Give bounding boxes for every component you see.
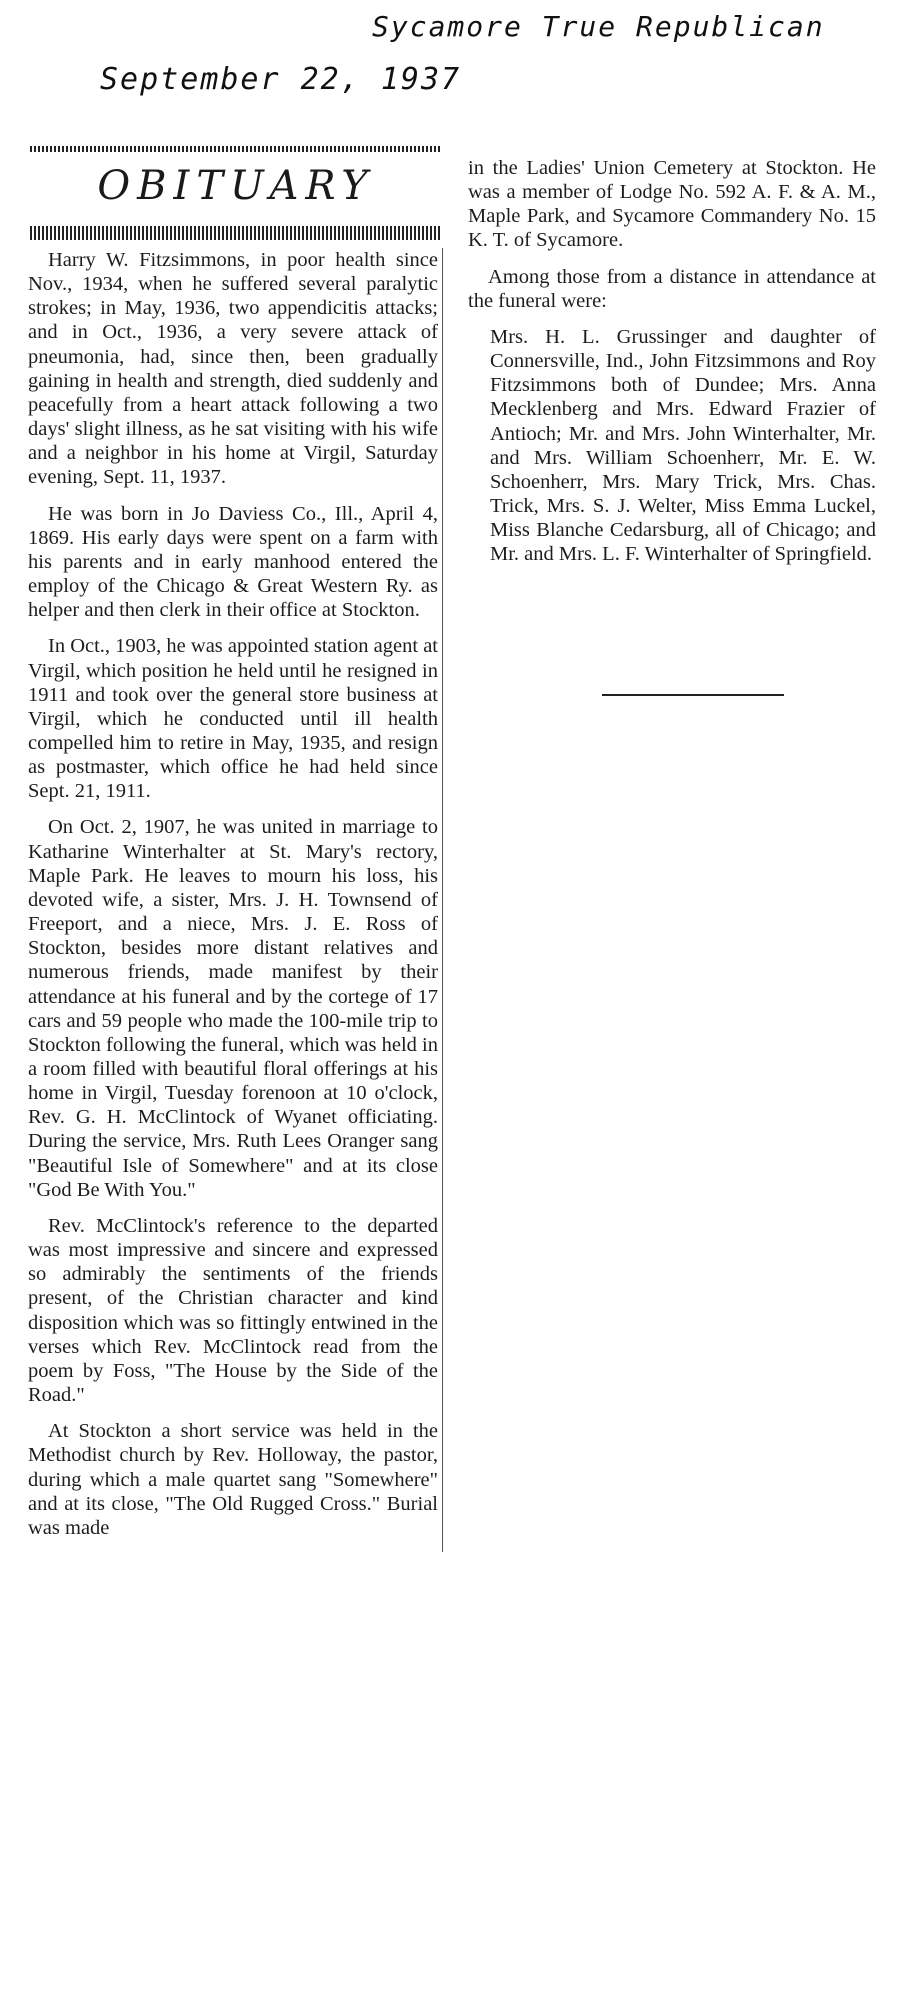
article-column-right bbox=[468, 156, 876, 579]
paragraph-attendance-intro: Among those from a distance in attendance at the funeral were: bbox=[468, 265, 876, 312]
paragraph-early-life: He was born in Jo Daviess Co., Ill., April 4, 1869. His early days were spent on a farm with his parents and in early manhood entered the employ of the Chicago & Great Western Ry. as helper and then clerk in their office at Stockton. bbox=[28, 502, 438, 622]
paragraph-burial-continuation: in the Ladies' Union Cemetery at Stockton. He was a member of Lodge No. 592 A. F. & A. M., Maple Park, and Sycamore Commandery No. 15 K. T. of Sycamore. bbox=[468, 157, 876, 252]
handwritten-newspaper-name: Sycamore True Republican bbox=[372, 10, 825, 43]
handwritten-date: September 22, 1937 bbox=[100, 62, 462, 97]
paragraph-eulogy: Rev. McClintock's reference to the departed was most impressive and sincere and expressed so admirably the sentiments of the friends present, of the Christian character and kind disposition which was so fittingly entwined in the verses which Rev. McClintock read from the poem by Foss, "The House by the Side of the Road." bbox=[28, 1214, 438, 1407]
decorative-rule-under-heading bbox=[30, 226, 442, 240]
paragraph-stockton-service: At Stockton a short service was held in the Methodist church by Rev. Holloway, the pastor, during which a male quartet sang "Somewhere" and at its close, "The Old Rugged Cross." Burial was made bbox=[28, 1420, 438, 1539]
paragraph-marriage-and-funeral: On Oct. 2, 1907, he was united in marriage to Katharine Winterhalter at St. Mary's rectory, Maple Park. He leaves to mourn his loss, his devoted wife, a sister, Mrs. J. H. Townsend of Freeport, and a niece, Mrs. J. E. Ross of Stockton, besides more distant relatives and numerous friends, made manifest by their attendance at his funeral and by the cortege of 17 cars and 59 people who made the 100-mile trip to Stockton following the funeral, which was held in a room filled with beautiful floral offerings at his home in Virgil, Tuesday forenoon at 10 o'clock, Rev. G. H. McClintock of Wyanet officiating. During the service, Mrs. Ruth Lees Oranger sang "Beautiful Isle of Somewhere" and at its close "God Be With You." bbox=[28, 816, 438, 1201]
paragraph-career: In Oct., 1903, he was appointed station agent at Virgil, which position he held until he resigned in 1911 and took over the general store business at Virgil, which he conducted until ill health compelled him to retire in May, 1935, and resign as postmaster, which office he had held since Sept. 21, 1911. bbox=[28, 635, 438, 803]
closing-rule bbox=[602, 694, 784, 696]
obituary-heading: OBITUARY bbox=[97, 163, 375, 209]
article-column-left bbox=[28, 248, 443, 1552]
decorative-rule-top bbox=[30, 146, 442, 152]
paragraph-attendee-list: Mrs. H. L. Grussinger and daughter of Connersville, Ind., John Fitzsimmons and Roy Fitzsimmons both of Dundee; Mrs. Anna Mecklenberg and Mrs. Edward Frazier of Antioch; Mr. and Mrs. John Winterhalter, Mr. and Mrs. William Schoenherr, Mr. E. W. Schoenherr, Mrs. Mary Trick, Mrs. Chas. Trick, Mrs. S. J. Welter, Miss Emma Luckel, Miss Blanche Cedarsburg, all of Chicago; and Mr. and Mrs. L. F. Winterhalter of Springfield. bbox=[490, 325, 876, 566]
paragraph-death-notice: Harry W. Fitzsimmons, in poor health since Nov., 1934, when he suffered several paralytic strokes; in May, 1936, two appendicitis attacks; and in Oct., 1936, a very severe attack of pneumonia, had, since then, been gradually gaining in health and strength, died suddenly and peacefully from a heart attack following a two days' slight illness, as he sat visiting with his wife and a neighbor in his home at Virgil, Saturday evening, Sept. 11, 1937. bbox=[28, 249, 438, 489]
